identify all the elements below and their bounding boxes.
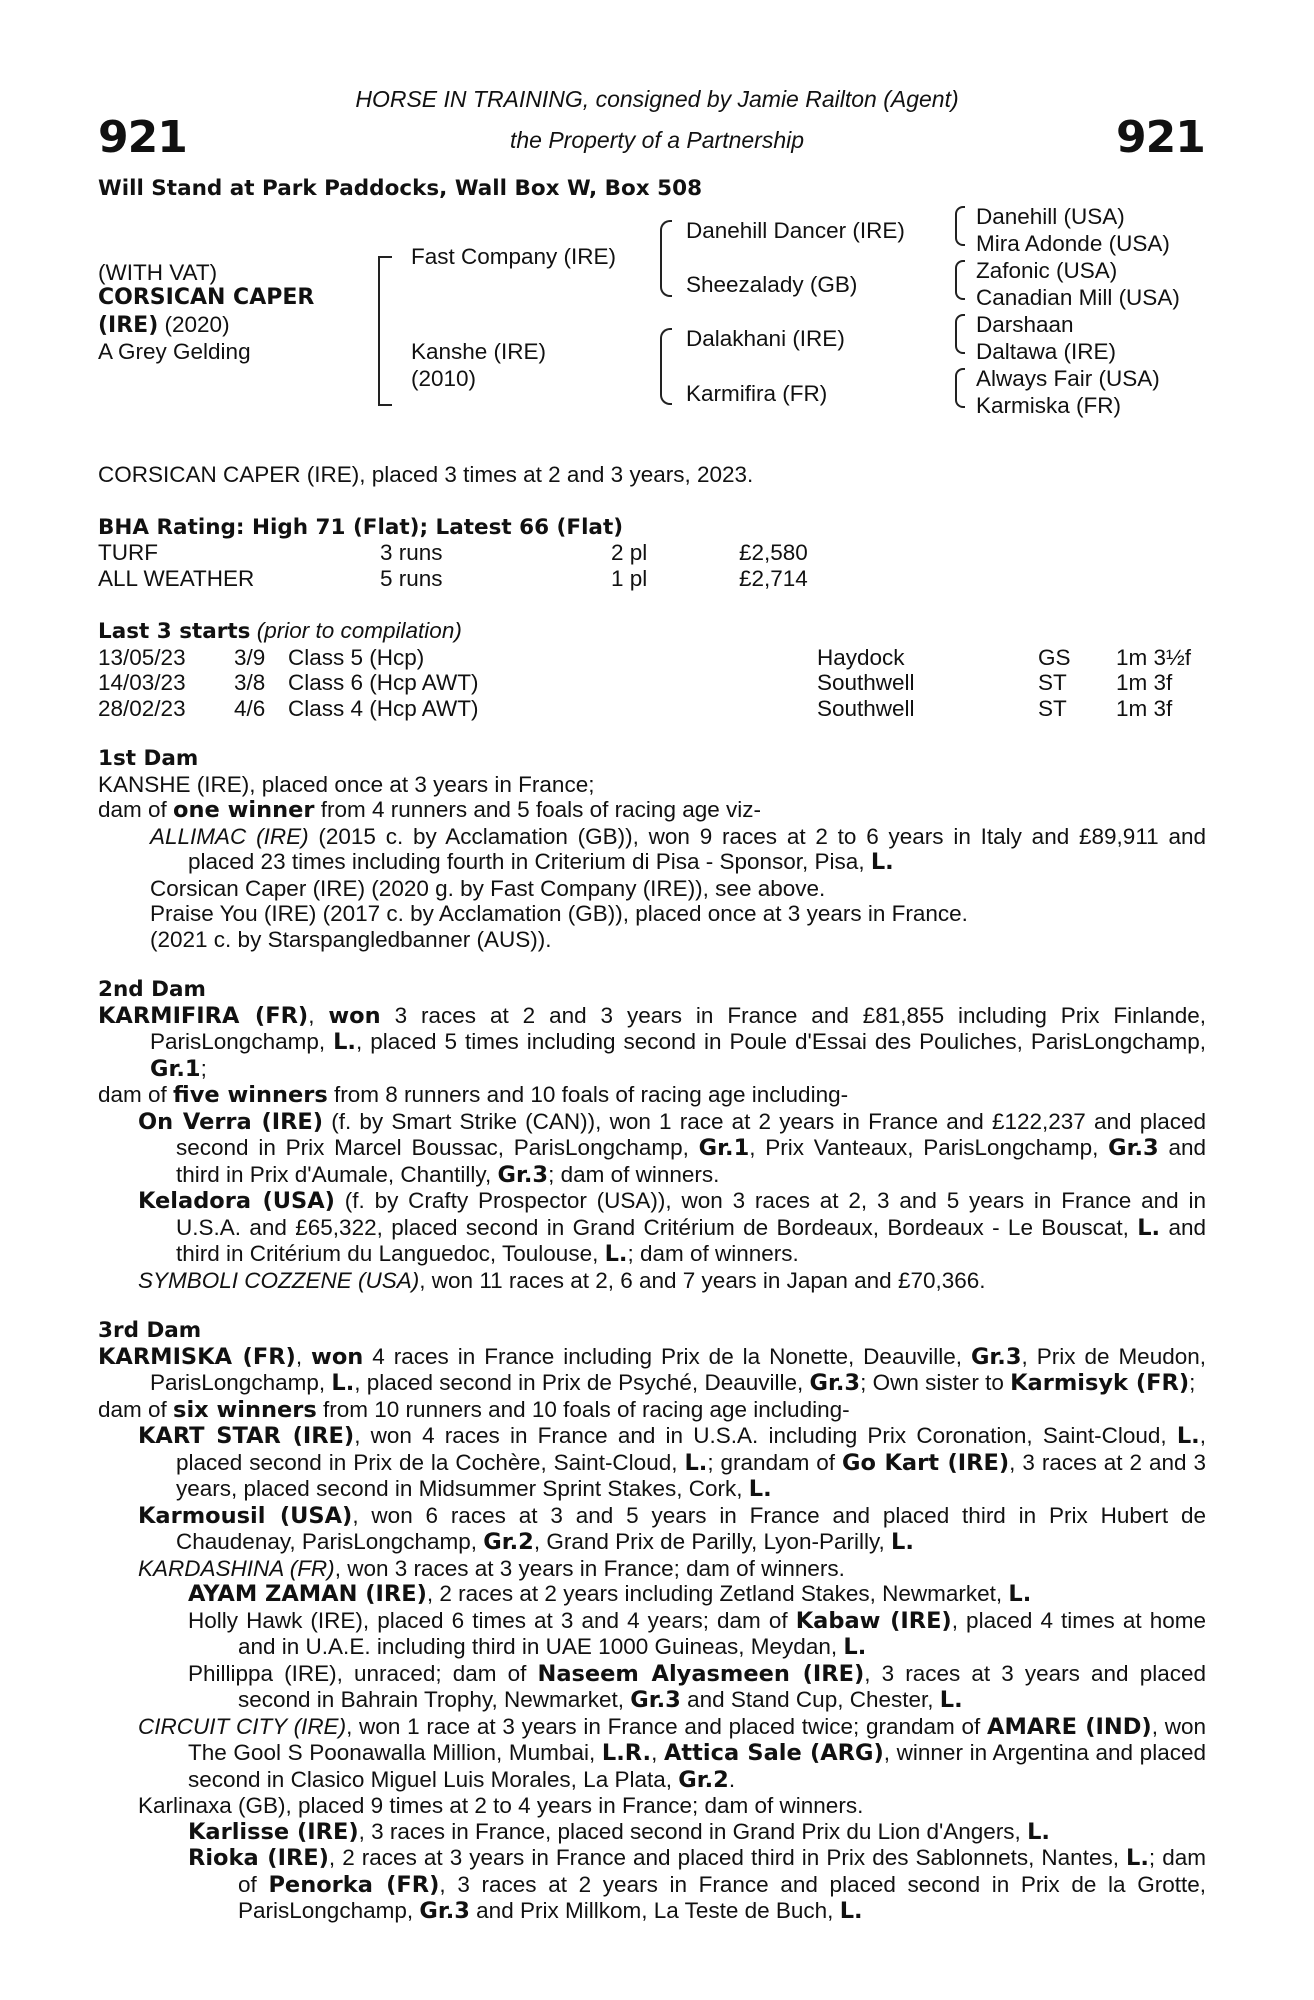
pedigree-ddd: Karmiska (FR) xyxy=(976,393,1121,418)
start-row xyxy=(98,645,1206,671)
text: , placed second in Prix de la Cochère, Saint-Cloud, xyxy=(176,1423,1206,1475)
property-line: the Property of a Partnership xyxy=(509,127,805,153)
winners-count: five winners xyxy=(173,1082,328,1108)
text: , placed second in Prix de Psyché, Deauville, xyxy=(354,1370,810,1395)
first-dam-record: KANSHE (IRE), placed once at 3 years in France; xyxy=(98,771,595,797)
text: Phillippa (IRE), unraced; dam of xyxy=(188,1660,538,1686)
text: and Stand Cup, Chester, xyxy=(680,1687,940,1712)
start-distance: 1m 3½f xyxy=(1116,644,1192,670)
text: , won 11 races at 2, 6 and 7 years in Japan and £70,366. xyxy=(419,1267,986,1293)
consignor-line: HORSE IN TRAINING, consigned by Jamie Railton (Agent) xyxy=(355,86,959,112)
rating-runs: 3 runs xyxy=(380,540,443,565)
pedigree-ssd: Mira Adonde (USA) xyxy=(976,231,1170,256)
race-grade: Gr.3 xyxy=(809,1370,861,1396)
grand-produce-entry xyxy=(188,1661,1206,1714)
second-dam-produce xyxy=(98,1082,1206,1109)
produce-name: Keladora (USA) xyxy=(138,1188,335,1214)
catalogue-body xyxy=(98,462,1206,1925)
text: , won 1 race at 3 years in France and placed twice; grandam of xyxy=(346,1713,988,1739)
produce-entry xyxy=(138,1109,1206,1189)
rating-prize: £2,580 xyxy=(739,540,808,565)
pedigree-dss: Darshaan xyxy=(976,312,1074,337)
winners-count: six winners xyxy=(173,1396,317,1423)
race-grade: L. xyxy=(748,1476,772,1502)
race-grade: Gr.2 xyxy=(483,1529,534,1555)
produce-name: SYMBOLI COZZENE (USA) xyxy=(138,1267,420,1293)
text: Holly Hawk (IRE), placed 6 times at 3 and 4 years; dam of xyxy=(188,1607,796,1633)
text: , xyxy=(308,1002,329,1028)
race-grade: Gr.3 xyxy=(419,1898,470,1924)
start-course: Southwell xyxy=(817,695,915,721)
produce-record: (2015 c. by Acclamation (GB)), won 9 races at 2 to 6 years in Italy and £89,911 and placed 23 times including fourth in Criterium di Pisa - Sponsor, Pisa, xyxy=(188,823,1207,874)
text: , placed 5 times including second in Poule d'Essai des Pouliches, ParisLongchamp, xyxy=(355,1029,1206,1054)
produce-entry xyxy=(138,1188,1206,1268)
text: ; Own sister to xyxy=(860,1370,1011,1395)
text: ; dam of winners. xyxy=(548,1161,720,1187)
text: , 3 races at 2 years in France and placed second in Prix de la Grotte, ParisLongchamp, xyxy=(238,1871,1206,1923)
produce-name: CIRCUIT CITY (IRE) xyxy=(138,1713,347,1739)
produce-name: Karlisse (IRE) xyxy=(188,1818,359,1845)
race-grade: L. xyxy=(331,1370,355,1396)
horse-name: CORSICAN CAPER xyxy=(98,285,315,310)
race-grade: L. xyxy=(839,1898,863,1924)
start-distance: 1m 3f xyxy=(1116,695,1173,721)
produce-name: Penorka (FR) xyxy=(268,1871,440,1898)
start-race: Class 6 (Hcp AWT) xyxy=(288,670,479,695)
start-course: Southwell xyxy=(817,670,915,695)
start-date: 28/02/23 xyxy=(98,695,186,721)
pedigree-sss: Danehill (USA) xyxy=(976,204,1125,229)
text: , Grand Prix de Parilly, Lyon-Parilly, xyxy=(533,1529,892,1554)
produce-name: On Verra (IRE) xyxy=(138,1108,324,1135)
race-grade: L. xyxy=(1126,1845,1149,1871)
race-grade: L. xyxy=(1137,1214,1161,1241)
rating-surface: ALL WEATHER xyxy=(98,565,255,591)
text: dam of xyxy=(98,1396,174,1422)
text: dam of xyxy=(98,1082,174,1107)
horse-country: (IRE) xyxy=(98,313,159,338)
text: won xyxy=(311,1343,364,1370)
produce-entry xyxy=(150,824,1206,876)
race-grade: L. xyxy=(684,1449,708,1476)
text: , won The Gool S Poonawalla Million, Mumbai, xyxy=(188,1713,1206,1765)
text: , 3 races at 2 and 3 years, placed second in Midsummer Sprint Stakes, Cork, xyxy=(176,1449,1207,1501)
produce-name: Kabaw (IRE) xyxy=(795,1607,952,1634)
produce-entry xyxy=(98,1556,1206,1582)
pedigree-brace-ss xyxy=(955,206,965,246)
produce-name: KART STAR (IRE) xyxy=(138,1423,355,1449)
pedigree-dsd: Daltawa (IRE) xyxy=(976,339,1117,364)
text: ; dam of winners. xyxy=(627,1241,799,1266)
first-dam-produce xyxy=(98,797,1206,824)
start-position: 3/8 xyxy=(234,670,266,695)
pedigree-sdd: Canadian Mill (USA) xyxy=(976,285,1180,310)
text: 4 races in France including Prix de la Nonette, Deauville, xyxy=(363,1343,971,1369)
text: , xyxy=(295,1343,312,1369)
rating-row-aw xyxy=(98,566,1206,592)
start-race: Class 5 (Hcp) xyxy=(288,644,425,670)
start-race: Class 4 (Hcp AWT) xyxy=(288,695,479,721)
produce-entry: Corsican Caper (IRE) (2020 g. by Fast Company (IRE)), see above. xyxy=(150,875,826,901)
start-going: ST xyxy=(1038,695,1067,721)
start-going: ST xyxy=(1038,670,1067,695)
race-grade: Gr.1 xyxy=(698,1135,750,1161)
text: from 8 runners and 10 foals of racing age including- xyxy=(327,1082,849,1107)
race-grade: Gr.3 xyxy=(1108,1135,1159,1161)
start-position: 4/6 xyxy=(234,695,266,721)
text: won xyxy=(328,1002,381,1029)
pedigree-dam-dam: Karmifira (FR) xyxy=(686,381,828,406)
grand-produce-entry xyxy=(98,1581,1206,1608)
rating-placed: 1 pl xyxy=(611,565,648,591)
text: from 4 runners and 5 foals of racing age viz- xyxy=(314,797,761,822)
produce-name: KARDASHINA (FR) xyxy=(138,1555,335,1581)
stand-location: Will Stand at Park Paddocks, Wall Box W, Box 508 xyxy=(98,176,703,201)
sibling-name: Karmisyk (FR) xyxy=(1010,1370,1190,1396)
last-starts-note: (prior to compilation) xyxy=(256,618,462,643)
text: ; xyxy=(1189,1370,1196,1395)
rating-heading: BHA Rating: High 71 (Flat); Latest 66 (Flat) xyxy=(98,514,624,540)
grand-produce-name: Attica Sale (ARG) xyxy=(663,1740,884,1766)
start-course: Haydock xyxy=(817,644,905,670)
rating-row-turf xyxy=(98,540,1206,566)
produce-entry xyxy=(138,1423,1206,1503)
produce-entry xyxy=(138,1714,1206,1794)
last-starts-heading xyxy=(98,618,1206,645)
pedigree-dam-sire: Dalakhani (IRE) xyxy=(686,326,845,351)
start-date: 13/05/23 xyxy=(98,644,186,670)
vat-note: (WITH VAT) xyxy=(98,260,218,285)
pedigree-dds: Always Fair (USA) xyxy=(976,366,1160,391)
race-grade: Gr.2 xyxy=(678,1766,729,1793)
winners-count: one winner xyxy=(173,797,315,823)
race-grade: L. xyxy=(604,1241,628,1267)
text: ; grandam of xyxy=(707,1449,843,1475)
produce-name: Naseem Alyasmeen (IRE) xyxy=(537,1660,865,1687)
pedigree-brace-sire xyxy=(660,220,672,297)
text: (f. by Crafty Prospector (USA)), won 3 races at 2, 3 and 5 years in France and in U.S.A. and £65,322, placed second in Grand Critérium de Bordeaux, Bordeaux - Le Bouscat, xyxy=(176,1188,1206,1240)
pedigree-dam: Kanshe (IRE) xyxy=(411,339,547,364)
text: (f. by Smart Strike (CAN)), won 1 race at 2 years in France and £122,237 and placed second in Prix Marcel Boussac, ParisLongchamp, xyxy=(176,1108,1206,1160)
start-position: 3/9 xyxy=(234,644,266,670)
rating-runs: 5 runs xyxy=(380,565,443,591)
rating-surface: TURF xyxy=(98,540,158,565)
lot-number-right: 921 xyxy=(1116,112,1205,163)
pedigree-dam-year: (2010) xyxy=(411,366,477,391)
produce-entry: Praise You (IRE) (2017 c. by Acclamation (GB)), placed once at 3 years in France. xyxy=(150,901,968,926)
second-dam-record xyxy=(98,1003,1206,1083)
start-row xyxy=(98,670,1206,696)
race-grade: L.R. xyxy=(601,1740,652,1766)
pedigree-sire-dam: Sheezalady (GB) xyxy=(686,272,858,297)
pedigree-brace-dam xyxy=(660,328,672,405)
pedigree-sire: Fast Company (IRE) xyxy=(411,244,617,269)
race-grade: L. xyxy=(891,1529,914,1555)
text: , 2 races at 3 years in France and placed third in Prix des Sablonnets, Nantes, xyxy=(328,1845,1127,1870)
first-dam-heading: 1st Dam xyxy=(98,746,199,771)
text: , Prix de Meudon, ParisLongchamp, xyxy=(150,1343,1206,1395)
dam-name: KARMIFIRA (FR) xyxy=(98,1002,309,1029)
start-going: GS xyxy=(1038,644,1071,670)
start-date: 14/03/23 xyxy=(98,670,186,695)
text: ; xyxy=(200,1055,207,1081)
race-grade: L. xyxy=(1176,1423,1200,1449)
text: , xyxy=(651,1740,664,1765)
produce-name: AYAM ZAMAN (IRE) xyxy=(188,1581,427,1607)
third-dam-produce xyxy=(98,1397,1206,1424)
text: , won 3 races at 3 years in France; dam of winners. xyxy=(334,1555,845,1581)
text: from 10 runners and 10 foals of racing age including- xyxy=(316,1396,850,1422)
grand-produce-entry xyxy=(188,1608,1206,1661)
horse-suffix-year xyxy=(98,312,230,339)
text: , Prix Vanteaux, ParisLongchamp, xyxy=(749,1135,1109,1160)
text: , 3 races in France, placed second in Grand Prix du Lion d'Angers, xyxy=(358,1818,1028,1844)
text: and third in Critérium du Languedoc, Toulouse, xyxy=(176,1214,1207,1266)
produce-entry xyxy=(98,1268,1206,1294)
race-grade: Gr.3 xyxy=(630,1687,681,1713)
produce-name: ALLIMAC (IRE) xyxy=(150,823,309,849)
second-dam-heading: 2nd Dam xyxy=(98,977,206,1002)
text: , 3 races at 3 years and placed second in Bahrain Trophy, Newmarket, xyxy=(238,1660,1206,1712)
race-grade: Gr.3 xyxy=(970,1343,1022,1370)
text: , winner in Argentina and placed second in Clasico Miguel Luis Morales, La Plata, xyxy=(188,1740,1206,1792)
rating-placed: 2 pl xyxy=(611,540,648,565)
grand-produce-entry xyxy=(188,1845,1206,1925)
text: and Prix Millkom, La Teste de Buch, xyxy=(469,1898,840,1923)
race-grade: L. xyxy=(1008,1581,1032,1607)
rating-prize: £2,714 xyxy=(739,565,808,591)
produce-name: Karmousil (USA) xyxy=(138,1502,353,1529)
race-grade: L. xyxy=(939,1687,963,1713)
text: . xyxy=(728,1766,736,1792)
third-dam-record xyxy=(98,1344,1206,1397)
produce-entry: Karlinaxa (GB), placed 9 times at 2 to 4 years in France; dam of winners. xyxy=(138,1793,864,1818)
text: , 2 races at 2 years including Zetland Stakes, Newmarket, xyxy=(426,1581,1009,1606)
produce-name: Rioka (IRE) xyxy=(188,1845,329,1871)
horse-year: (2020) xyxy=(158,312,230,337)
pedigree-brace-ds xyxy=(955,314,965,354)
grand-produce-entry xyxy=(98,1819,1206,1846)
grand-produce-name: Go Kart (IRE) xyxy=(842,1449,1010,1476)
text: , placed 4 times at home and in U.A.E. including third in UAE 1000 Guineas, Meydan, xyxy=(238,1607,1206,1659)
produce-entry xyxy=(138,1503,1206,1556)
pedigree-brace-sd xyxy=(955,260,965,300)
last-starts-title: Last 3 starts xyxy=(98,619,251,644)
race-grade: L. xyxy=(843,1634,867,1660)
grand-produce-name: AMARE (IND) xyxy=(987,1713,1152,1740)
text: , won 4 races in France and in U.S.A. including Prix Coronation, Saint-Cloud, xyxy=(354,1423,1177,1448)
race-grade: Gr.3 xyxy=(497,1161,549,1188)
lot-number-left: 921 xyxy=(98,112,187,163)
text: dam of xyxy=(98,797,174,822)
race-summary: CORSICAN CAPER (IRE), placed 3 times at 2 and 3 years, 2023. xyxy=(98,462,754,487)
text: 3 races at 2 and 3 years in France and £81,855 including Prix Finlande, ParisLongchamp, xyxy=(150,1002,1206,1054)
race-grade: L. xyxy=(870,849,894,875)
horse-description: A Grey Gelding xyxy=(98,339,251,364)
produce-entry: (2021 c. by Starspangledbanner (AUS)). xyxy=(150,926,552,952)
race-grade: L. xyxy=(1027,1818,1050,1845)
race-grade: L. xyxy=(333,1029,356,1055)
start-distance: 1m 3f xyxy=(1116,670,1173,695)
pedigree-sire-sire: Danehill Dancer (IRE) xyxy=(686,218,905,243)
text: , won 6 races at 3 and 5 years in France and placed third in Prix Hubert de Chaudenay, ParisLongchamp, xyxy=(176,1502,1207,1554)
pedigree-sds: Zafonic (USA) xyxy=(976,258,1118,283)
start-row xyxy=(98,696,1206,722)
pedigree-brace-dd xyxy=(955,368,965,408)
race-grade: Gr.1 xyxy=(150,1055,201,1082)
text: and third in Prix d'Aumale, Chantilly, xyxy=(176,1135,1207,1187)
third-dam-heading: 3rd Dam xyxy=(98,1318,202,1343)
text: ; dam of xyxy=(238,1845,1207,1897)
dam-name: KARMISKA (FR) xyxy=(98,1343,296,1370)
pedigree-brace-main xyxy=(378,256,392,406)
